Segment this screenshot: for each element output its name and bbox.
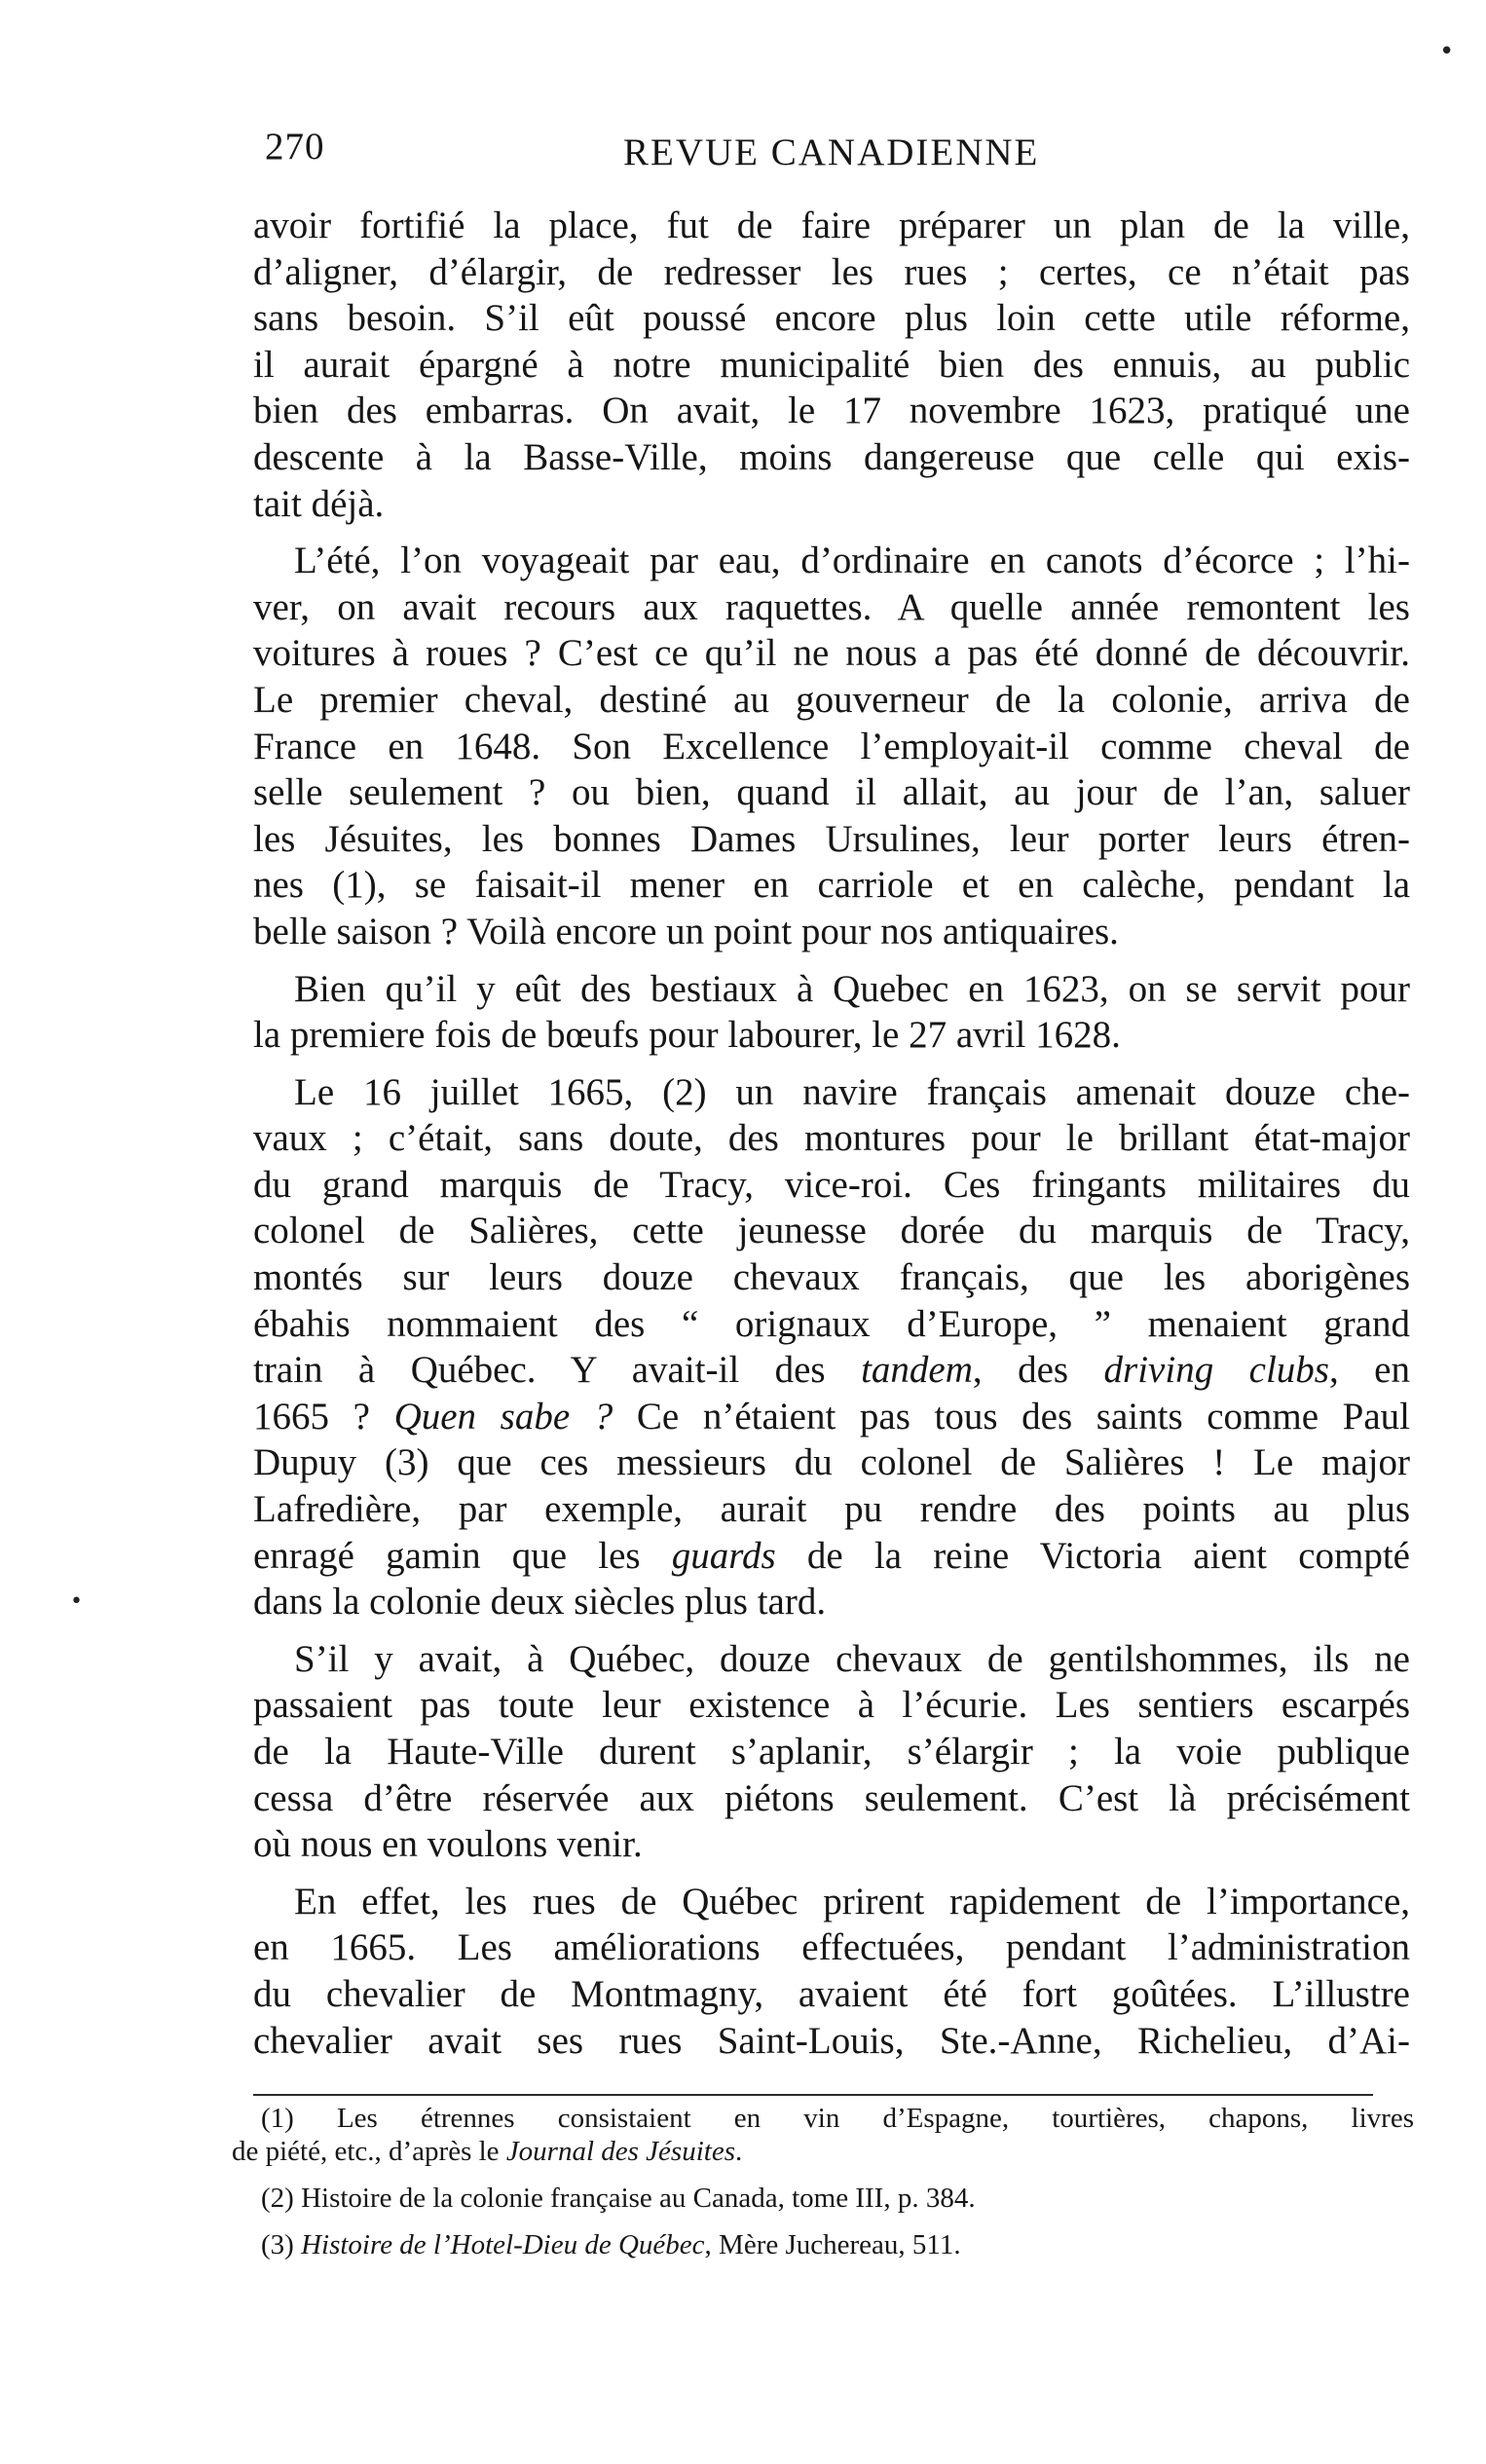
paragraph-3 (253, 966, 1410, 1059)
text-line: Dupuy (3) que ces messieurs du colonel de Salières ! Le major (253, 1441, 1410, 1484)
text-line: en 1665. Les améliorations effectuées, pendant l’administration (253, 1926, 1410, 1969)
italic-guards: guards (671, 1534, 776, 1577)
footnote-1 (232, 2102, 1414, 2168)
body-text (253, 203, 1410, 2074)
paragraph-2 (253, 538, 1410, 954)
text-line: ébahis nommaient des “ orignaux d’Europe, ” menaient grand (253, 1302, 1410, 1345)
line-fragment: train à Québec. Y avait-il des (253, 1349, 862, 1392)
text-line-with-italics (253, 1347, 1410, 1394)
text-line: cessa d’être réservée aux piétons seulement. C’est là précisément (253, 1776, 1410, 1819)
text-line: chevalier avait ses rues Saint-Louis, Ste.-Anne, Richelieu, d’Ai- (253, 2019, 1410, 2062)
text-line: il aurait épargné à notre municipalité bien des ennuis, au public (253, 343, 1410, 386)
italic-driving-clubs: driving clubs (1103, 1349, 1329, 1392)
line-fragment: de piété, etc., d’après le (232, 2136, 506, 2167)
line-fragment: , Mère Juchereau, 511. (704, 2229, 961, 2260)
text-line: nes (1), se faisait-il mener en carriole et en calèche, pendant la (253, 864, 1410, 907)
text-line: selle seulement ? ou bien, quand il allait, au jour de l’an, saluer (253, 771, 1410, 814)
text-line: dans la colonie deux siècles plus tard. (253, 1581, 827, 1624)
footnote-3 (232, 2228, 1414, 2261)
paragraph-5 (253, 1636, 1410, 1868)
running-title: REVUE CANADIENNE (623, 131, 1040, 173)
paragraph-4 (253, 1069, 1410, 1625)
text-line: descente à la Basse-Ville, moins dangereuse que celle qui exis- (253, 435, 1410, 478)
text-line: Le 16 juillet 1665, (2) un navire français amenait douze che- (294, 1070, 1410, 1113)
line-fragment: . (734, 2136, 743, 2167)
text-line: voitures à roues ? C’est ce qu’il ne nous a pas été donné de découvrir. (253, 632, 1410, 675)
line-fragment: 1665 ? (253, 1395, 394, 1437)
footnote-line (232, 2135, 1414, 2168)
text-line: où nous en voulons venir. (253, 1823, 643, 1866)
footnote-2 (232, 2182, 1414, 2215)
footnote-line: (2) Histoire de la colonie française au Canada, tome III, p. 384. (261, 2183, 976, 2214)
text-line: Le premier cheval, destiné au gouverneur de la colonie, arriva de (253, 678, 1410, 721)
text-line: montés sur leurs douze chevaux français, que les aborigènes (253, 1256, 1410, 1299)
footnote-line (232, 2228, 1414, 2261)
text-line: vaux ; c’était, sans doute, des montures pour le brillant état-major (253, 1117, 1410, 1160)
italic-tandem: tandem (861, 1349, 973, 1392)
italic-journal-title: Journal des Jésuites (505, 2136, 735, 2167)
text-line: Lafredière, par exemple, aurait pu rendre des points au plus (253, 1488, 1410, 1531)
paragraph-1 (253, 203, 1410, 527)
text-line: de la Haute-Ville durent s’aplanir, s’élargir ; la voie publique (253, 1731, 1410, 1773)
text-line-with-italics (253, 1394, 1410, 1440)
line-fragment: , en (1328, 1349, 1410, 1392)
paragraph-6 (253, 1879, 1410, 2064)
text-line: du chevalier de Montmagny, avaient été fort goûtées. L’illustre (253, 1972, 1410, 2015)
text-line: la premiere fois de bœufs pour labourer, le 27 avril 1628. (253, 1014, 1121, 1057)
text-line: S’il y avait, à Québec, douze chevaux de gentilshommes, ils ne (294, 1637, 1410, 1680)
text-line: colonel de Salières, cette jeunesse dorée du marquis de Tracy, (253, 1210, 1410, 1252)
text-line: En effet, les rues de Québec prirent rapidement de l’importance, (294, 1880, 1410, 1923)
text-line: passaient pas toute leur existence à l’écurie. Les sentiers escarpés (253, 1684, 1410, 1727)
line-fragment: Ce n’étaient pas tous des saints comme Paul (613, 1395, 1411, 1437)
text-line: sans besoin. S’il eût poussé encore plus loin cette utile réforme, (253, 297, 1410, 340)
line-fragment: , des (972, 1349, 1104, 1392)
running-header (265, 125, 1406, 187)
ink-speck-margin: • (70, 1589, 83, 1614)
text-line: Bien qu’il y eût des bestiaux à Quebec en 1623, on se servit pour (294, 967, 1410, 1010)
text-line: bien des embarras. On avait, le 17 novembre 1623, pratiqué une (253, 390, 1410, 432)
footnotes (232, 2102, 1414, 2275)
italic-book-title: Histoire de l’Hotel-Dieu de Québec (301, 2229, 705, 2260)
text-line: belle saison ? Voilà encore un point pour nos antiquaires. (253, 910, 1119, 952)
line-fragment: enragé gamin que les (253, 1534, 672, 1577)
line-fragment: (3) (261, 2229, 302, 2260)
text-line: tait déjà. (253, 482, 385, 525)
italic-quen-sabe: Quen sabe ? (393, 1395, 613, 1437)
text-line: avoir fortifié la place, fut de faire préparer un plan de la ville, (253, 205, 1410, 246)
page-number: 270 (265, 126, 325, 168)
text-line: L’été, l’on voyageait par eau, d’ordinaire en canots d’écorce ; l’hi- (294, 540, 1410, 582)
text-line: les Jésuites, les bonnes Dames Ursulines, leur porter leurs étren- (253, 817, 1410, 860)
footnote-rule (253, 2094, 1373, 2096)
footnote-line: (1) Les étrennes consistaient en vin d’Espagne, tourtières, chapons, livres (261, 2103, 1414, 2134)
text-line: ver, on avait recours aux raquettes. A quelle année remontent les (253, 585, 1410, 628)
ink-speck-top: • (1439, 37, 1455, 66)
text-line-with-italics (253, 1533, 1410, 1580)
text-line: d’aligner, d’élargir, de redresser les rues ; certes, ce n’était pas (253, 250, 1410, 293)
line-fragment: de la reine Victoria aient compté (775, 1534, 1410, 1577)
text-line: France en 1648. Son Excellence l’employait-il comme cheval de (253, 725, 1410, 767)
text-line: du grand marquis de Tracy, vice-roi. Ces fringants militaires du (253, 1163, 1410, 1206)
